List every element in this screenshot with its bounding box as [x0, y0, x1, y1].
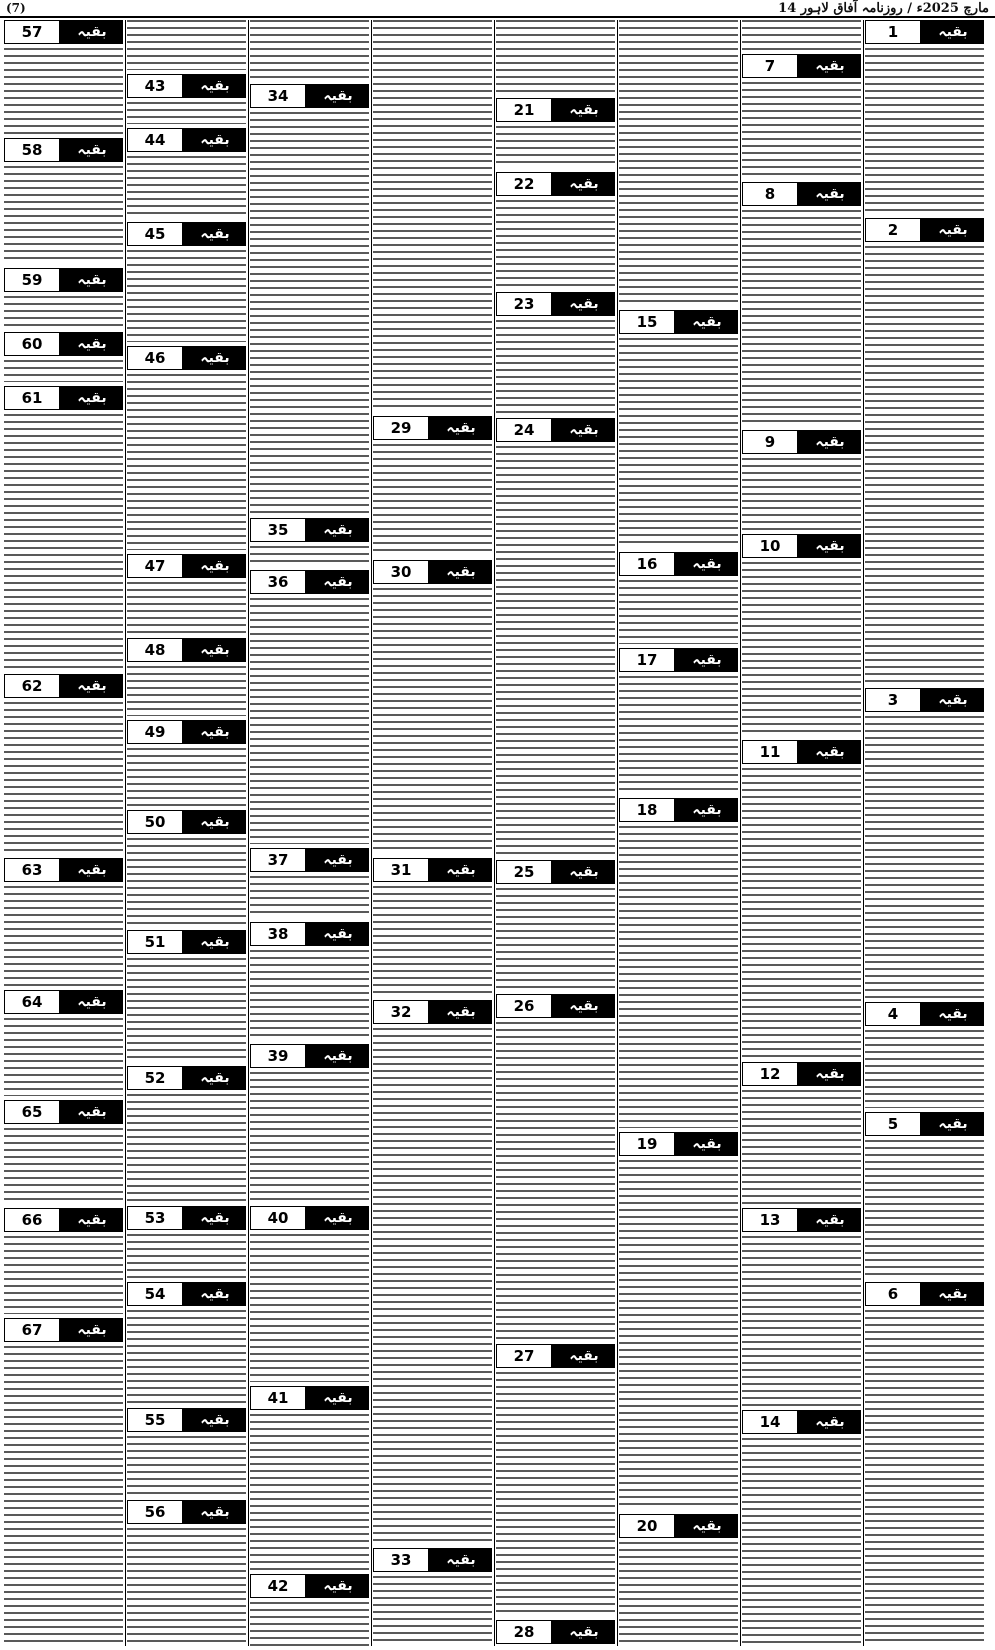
continued-label: بقیہ — [200, 350, 230, 366]
continued-label: بقیہ — [323, 574, 353, 590]
article-text — [4, 48, 123, 134]
article-text — [496, 20, 615, 94]
continued-header — [250, 84, 369, 108]
continued-label: بقیہ — [569, 864, 599, 880]
continued-number: 23 — [496, 292, 552, 316]
continued-number: 52 — [127, 1066, 183, 1090]
continued-label: بقیہ — [938, 1116, 968, 1132]
continued-header — [619, 552, 738, 576]
continued-label: بقیہ — [77, 1104, 107, 1120]
continued-header — [127, 128, 246, 152]
continued-number: 47 — [127, 554, 183, 578]
article-text — [250, 876, 369, 918]
column-rule — [617, 20, 618, 1646]
continued-label: بقیہ — [323, 1210, 353, 1226]
article-text — [127, 1436, 246, 1496]
continued-number: 25 — [496, 860, 552, 884]
continued-header — [250, 1044, 369, 1068]
continued-label: بقیہ — [200, 1412, 230, 1428]
masthead-paper: روزنامہ آفاق لاہور — [800, 0, 903, 16]
article-text — [127, 20, 246, 70]
article-text — [742, 82, 861, 178]
continued-label: بقیہ — [692, 1136, 722, 1152]
continued-header — [127, 1206, 246, 1230]
continued-label: بقیہ — [77, 1322, 107, 1338]
continued-header — [496, 1620, 615, 1644]
continued-number: 66 — [4, 1208, 60, 1232]
continued-label: بقیہ — [815, 58, 845, 74]
article-text — [619, 338, 738, 548]
continued-header — [742, 740, 861, 764]
continued-label: بقیہ — [569, 1348, 599, 1364]
continued-number: 37 — [250, 848, 306, 872]
column-rule — [125, 20, 126, 1646]
article-text — [127, 1234, 246, 1278]
continued-header — [619, 1132, 738, 1156]
article-text — [4, 296, 123, 328]
continued-header — [742, 1208, 861, 1232]
continued-header — [496, 292, 615, 316]
column-2 — [742, 20, 861, 1646]
continued-header — [619, 798, 738, 822]
continued-label: بقیہ — [77, 390, 107, 406]
article-text — [250, 112, 369, 514]
continued-header — [127, 346, 246, 370]
continued-number: 46 — [127, 346, 183, 370]
continued-header — [496, 994, 615, 1018]
article-text — [619, 1160, 738, 1510]
continued-label: بقیہ — [77, 142, 107, 158]
article-text — [127, 250, 246, 342]
masthead-title: 14 مارچ 2025ء / روزنامہ آفاق لاہور — [778, 0, 989, 16]
continued-header — [250, 848, 369, 872]
continued-number: 10 — [742, 534, 798, 558]
continued-header — [742, 182, 861, 206]
article-text — [127, 838, 246, 926]
continued-number: 7 — [742, 54, 798, 78]
continued-number: 57 — [4, 20, 60, 44]
continued-header — [4, 674, 123, 698]
continued-number: 6 — [865, 1282, 921, 1306]
continued-number: 50 — [127, 810, 183, 834]
continued-number: 13 — [742, 1208, 798, 1232]
article-text — [619, 20, 738, 306]
continued-number: 24 — [496, 418, 552, 442]
continued-label: بقیہ — [569, 422, 599, 438]
article-text — [250, 1072, 369, 1202]
continued-number: 51 — [127, 930, 183, 954]
continued-number: 56 — [127, 1500, 183, 1524]
continued-label: بقیہ — [77, 994, 107, 1010]
continued-header — [373, 1000, 492, 1024]
continued-header — [619, 1514, 738, 1538]
continued-label: بقیہ — [569, 296, 599, 312]
continued-header — [373, 858, 492, 882]
continued-number: 36 — [250, 570, 306, 594]
continued-number: 9 — [742, 430, 798, 454]
continued-header — [496, 172, 615, 196]
article-text — [742, 210, 861, 426]
continued-label: بقیہ — [938, 1286, 968, 1302]
article-text — [4, 360, 123, 382]
continued-header — [865, 1282, 984, 1306]
continued-header — [865, 688, 984, 712]
continued-header — [250, 518, 369, 542]
article-text — [496, 126, 615, 168]
article-text — [865, 1140, 984, 1278]
continued-label: بقیہ — [200, 814, 230, 830]
continued-number: 12 — [742, 1062, 798, 1086]
article-text — [127, 666, 246, 716]
article-text — [496, 446, 615, 856]
continued-number: 49 — [127, 720, 183, 744]
continued-header — [250, 570, 369, 594]
continued-header — [127, 1066, 246, 1090]
continued-header — [127, 1282, 246, 1306]
article-text — [4, 1236, 123, 1314]
article-text — [742, 1438, 861, 1646]
continued-header — [4, 1318, 123, 1342]
continued-header — [742, 1410, 861, 1434]
article-text — [250, 598, 369, 844]
column-rule — [371, 20, 372, 1646]
columns-area — [4, 20, 991, 1646]
column-6 — [250, 20, 369, 1646]
article-text — [373, 588, 492, 854]
continued-label: بقیہ — [77, 1212, 107, 1228]
continued-label: بقیہ — [446, 1004, 476, 1020]
continued-number: 30 — [373, 560, 429, 584]
continued-label: بقیہ — [200, 1070, 230, 1086]
continued-header — [127, 638, 246, 662]
continued-label: بقیہ — [200, 1504, 230, 1520]
continued-number: 8 — [742, 182, 798, 206]
article-text — [496, 1022, 615, 1340]
article-text — [4, 1018, 123, 1096]
continued-header — [496, 418, 615, 442]
article-text — [865, 48, 984, 214]
continued-number: 65 — [4, 1100, 60, 1124]
continued-header — [4, 386, 123, 410]
continued-label: بقیہ — [200, 226, 230, 242]
continued-label: بقیہ — [692, 314, 722, 330]
continued-label: بقیہ — [200, 934, 230, 950]
article-text — [496, 200, 615, 288]
article-text — [619, 826, 738, 1128]
article-text — [742, 562, 861, 736]
continued-label: بقیہ — [446, 862, 476, 878]
article-text — [742, 458, 861, 530]
continued-header — [373, 560, 492, 584]
continued-header — [250, 1574, 369, 1598]
continued-number: 54 — [127, 1282, 183, 1306]
continued-label: بقیہ — [77, 336, 107, 352]
article-text — [250, 20, 369, 80]
article-text — [619, 580, 738, 644]
article-text — [127, 102, 246, 124]
continued-number: 60 — [4, 332, 60, 356]
column-3 — [619, 20, 738, 1646]
continued-number: 35 — [250, 518, 306, 542]
article-text — [619, 676, 738, 794]
continued-number: 11 — [742, 740, 798, 764]
continued-number: 27 — [496, 1344, 552, 1368]
continued-label: بقیہ — [815, 538, 845, 554]
column-rule — [248, 20, 249, 1646]
continued-header — [4, 1208, 123, 1232]
continued-label: بقیہ — [938, 222, 968, 238]
continued-label: بقیہ — [938, 692, 968, 708]
continued-number: 39 — [250, 1044, 306, 1068]
article-text — [127, 156, 246, 218]
continued-number: 48 — [127, 638, 183, 662]
continued-header — [742, 534, 861, 558]
continued-label: بقیہ — [200, 1286, 230, 1302]
masthead — [0, 0, 995, 18]
article-text — [742, 20, 861, 50]
article-text — [4, 414, 123, 670]
continued-number: 41 — [250, 1386, 306, 1410]
column-7 — [127, 20, 246, 1646]
article-text — [4, 702, 123, 854]
article-text — [373, 886, 492, 996]
continued-label: بقیہ — [569, 1624, 599, 1640]
continued-label: بقیہ — [692, 802, 722, 818]
column-8 — [4, 20, 123, 1646]
article-text — [127, 582, 246, 634]
continued-label: بقیہ — [815, 744, 845, 760]
continued-number: 38 — [250, 922, 306, 946]
column-rule — [494, 20, 495, 1646]
article-text — [127, 958, 246, 1062]
continued-header — [127, 74, 246, 98]
continued-header — [127, 554, 246, 578]
column-rule — [863, 20, 864, 1646]
continued-header — [4, 138, 123, 162]
article-text — [127, 1528, 246, 1646]
continued-number: 42 — [250, 1574, 306, 1598]
continued-header — [865, 1002, 984, 1026]
continued-label: بقیہ — [200, 558, 230, 574]
continued-number: 55 — [127, 1408, 183, 1432]
continued-number: 16 — [619, 552, 675, 576]
continued-header — [373, 1548, 492, 1572]
continued-header — [496, 98, 615, 122]
continued-number: 3 — [865, 688, 921, 712]
continued-header — [127, 1500, 246, 1524]
continued-number: 28 — [496, 1620, 552, 1644]
continued-number: 2 — [865, 218, 921, 242]
continued-number: 18 — [619, 798, 675, 822]
continued-header — [127, 810, 246, 834]
continued-number: 32 — [373, 1000, 429, 1024]
continued-label: بقیہ — [569, 176, 599, 192]
continued-number: 59 — [4, 268, 60, 292]
continued-label: بقیہ — [323, 852, 353, 868]
continued-number: 19 — [619, 1132, 675, 1156]
continued-header — [4, 858, 123, 882]
continued-number: 43 — [127, 74, 183, 98]
continued-number: 53 — [127, 1206, 183, 1230]
continued-label: بقیہ — [692, 1518, 722, 1534]
continued-header — [127, 1408, 246, 1432]
continued-label: بقیہ — [77, 678, 107, 694]
continued-header — [742, 54, 861, 78]
continued-number: 63 — [4, 858, 60, 882]
continued-number: 44 — [127, 128, 183, 152]
column-5 — [373, 20, 492, 1646]
continued-header — [496, 860, 615, 884]
article-text — [4, 1128, 123, 1204]
continued-label: بقیہ — [446, 564, 476, 580]
continued-number: 14 — [742, 1410, 798, 1434]
continued-label: بقیہ — [200, 78, 230, 94]
continued-number: 61 — [4, 386, 60, 410]
continued-header — [127, 222, 246, 246]
article-text — [250, 1234, 369, 1382]
continued-label: بقیہ — [938, 1006, 968, 1022]
continued-label: بقیہ — [77, 272, 107, 288]
continued-number: 40 — [250, 1206, 306, 1230]
article-text — [373, 1576, 492, 1646]
continued-number: 4 — [865, 1002, 921, 1026]
article-text — [619, 1542, 738, 1646]
continued-label: بقیہ — [446, 420, 476, 436]
continued-header — [373, 416, 492, 440]
continued-header — [4, 1100, 123, 1124]
article-text — [127, 1094, 246, 1202]
continued-label: بقیہ — [569, 102, 599, 118]
continued-label: بقیہ — [938, 24, 968, 40]
continued-label: بقیہ — [200, 642, 230, 658]
continued-header — [250, 922, 369, 946]
continued-number: 17 — [619, 648, 675, 672]
continued-number: 58 — [4, 138, 60, 162]
continued-label: بقیہ — [446, 1552, 476, 1568]
continued-label: بقیہ — [200, 1210, 230, 1226]
continued-label: بقیہ — [692, 556, 722, 572]
continued-number: 29 — [373, 416, 429, 440]
continued-label: بقیہ — [323, 522, 353, 538]
article-text — [742, 1090, 861, 1204]
continued-label: بقیہ — [77, 24, 107, 40]
continued-header — [4, 990, 123, 1014]
continued-header — [865, 1112, 984, 1136]
continued-header — [742, 1062, 861, 1086]
article-text — [373, 444, 492, 556]
continued-header — [250, 1386, 369, 1410]
continued-label: بقیہ — [323, 88, 353, 104]
article-text — [865, 246, 984, 684]
continued-number: 20 — [619, 1514, 675, 1538]
continued-label: بقیہ — [200, 724, 230, 740]
continued-label: بقیہ — [815, 186, 845, 202]
continued-number: 64 — [4, 990, 60, 1014]
continued-number: 15 — [619, 310, 675, 334]
article-text — [373, 20, 492, 412]
continued-header — [4, 268, 123, 292]
continued-number: 34 — [250, 84, 306, 108]
article-text — [250, 1414, 369, 1570]
continued-label: بقیہ — [692, 652, 722, 668]
continued-header — [619, 648, 738, 672]
continued-number: 1 — [865, 20, 921, 44]
article-text — [496, 320, 615, 414]
article-text — [742, 768, 861, 1058]
article-text — [250, 950, 369, 1040]
continued-label: بقیہ — [323, 1578, 353, 1594]
continued-number: 33 — [373, 1548, 429, 1572]
masthead-date: 14 مارچ 2025ء — [778, 0, 989, 16]
article-text — [127, 374, 246, 550]
continued-header — [250, 1206, 369, 1230]
continued-header — [496, 1344, 615, 1368]
continued-label: بقیہ — [77, 862, 107, 878]
continued-number: 67 — [4, 1318, 60, 1342]
continued-label: بقیہ — [323, 1048, 353, 1064]
continued-header — [127, 930, 246, 954]
continued-number: 45 — [127, 222, 183, 246]
continued-header — [865, 218, 984, 242]
continued-number: 21 — [496, 98, 552, 122]
continued-label: بقیہ — [200, 132, 230, 148]
article-text — [496, 888, 615, 990]
continued-header — [127, 720, 246, 744]
continued-header — [742, 430, 861, 454]
continued-label: بقیہ — [323, 926, 353, 942]
continued-header — [4, 20, 123, 44]
continued-label: بقیہ — [815, 434, 845, 450]
continued-number: 31 — [373, 858, 429, 882]
continued-label: بقیہ — [815, 1414, 845, 1430]
article-text — [865, 1030, 984, 1108]
article-text — [865, 1310, 984, 1646]
page-number: (7) — [6, 1, 26, 15]
column-rule — [740, 20, 741, 1646]
column-4 — [496, 20, 615, 1646]
article-text — [742, 1236, 861, 1406]
article-text — [4, 1346, 123, 1646]
continued-number: 5 — [865, 1112, 921, 1136]
article-text — [865, 716, 984, 998]
article-text — [250, 1602, 369, 1646]
article-text — [4, 886, 123, 986]
continued-number: 22 — [496, 172, 552, 196]
article-text — [250, 546, 369, 566]
continued-label: بقیہ — [569, 998, 599, 1014]
continued-label: بقیہ — [323, 1390, 353, 1406]
article-text — [127, 748, 246, 806]
continued-number: 26 — [496, 994, 552, 1018]
article-text — [373, 1028, 492, 1544]
continued-label: بقیہ — [815, 1066, 845, 1082]
article-text — [496, 1372, 615, 1616]
article-text — [127, 1310, 246, 1404]
article-text — [4, 166, 123, 264]
column-1 — [865, 20, 984, 1646]
continued-header — [865, 20, 984, 44]
continued-header — [4, 332, 123, 356]
continued-number: 62 — [4, 674, 60, 698]
continued-label: بقیہ — [815, 1212, 845, 1228]
continued-header — [619, 310, 738, 334]
